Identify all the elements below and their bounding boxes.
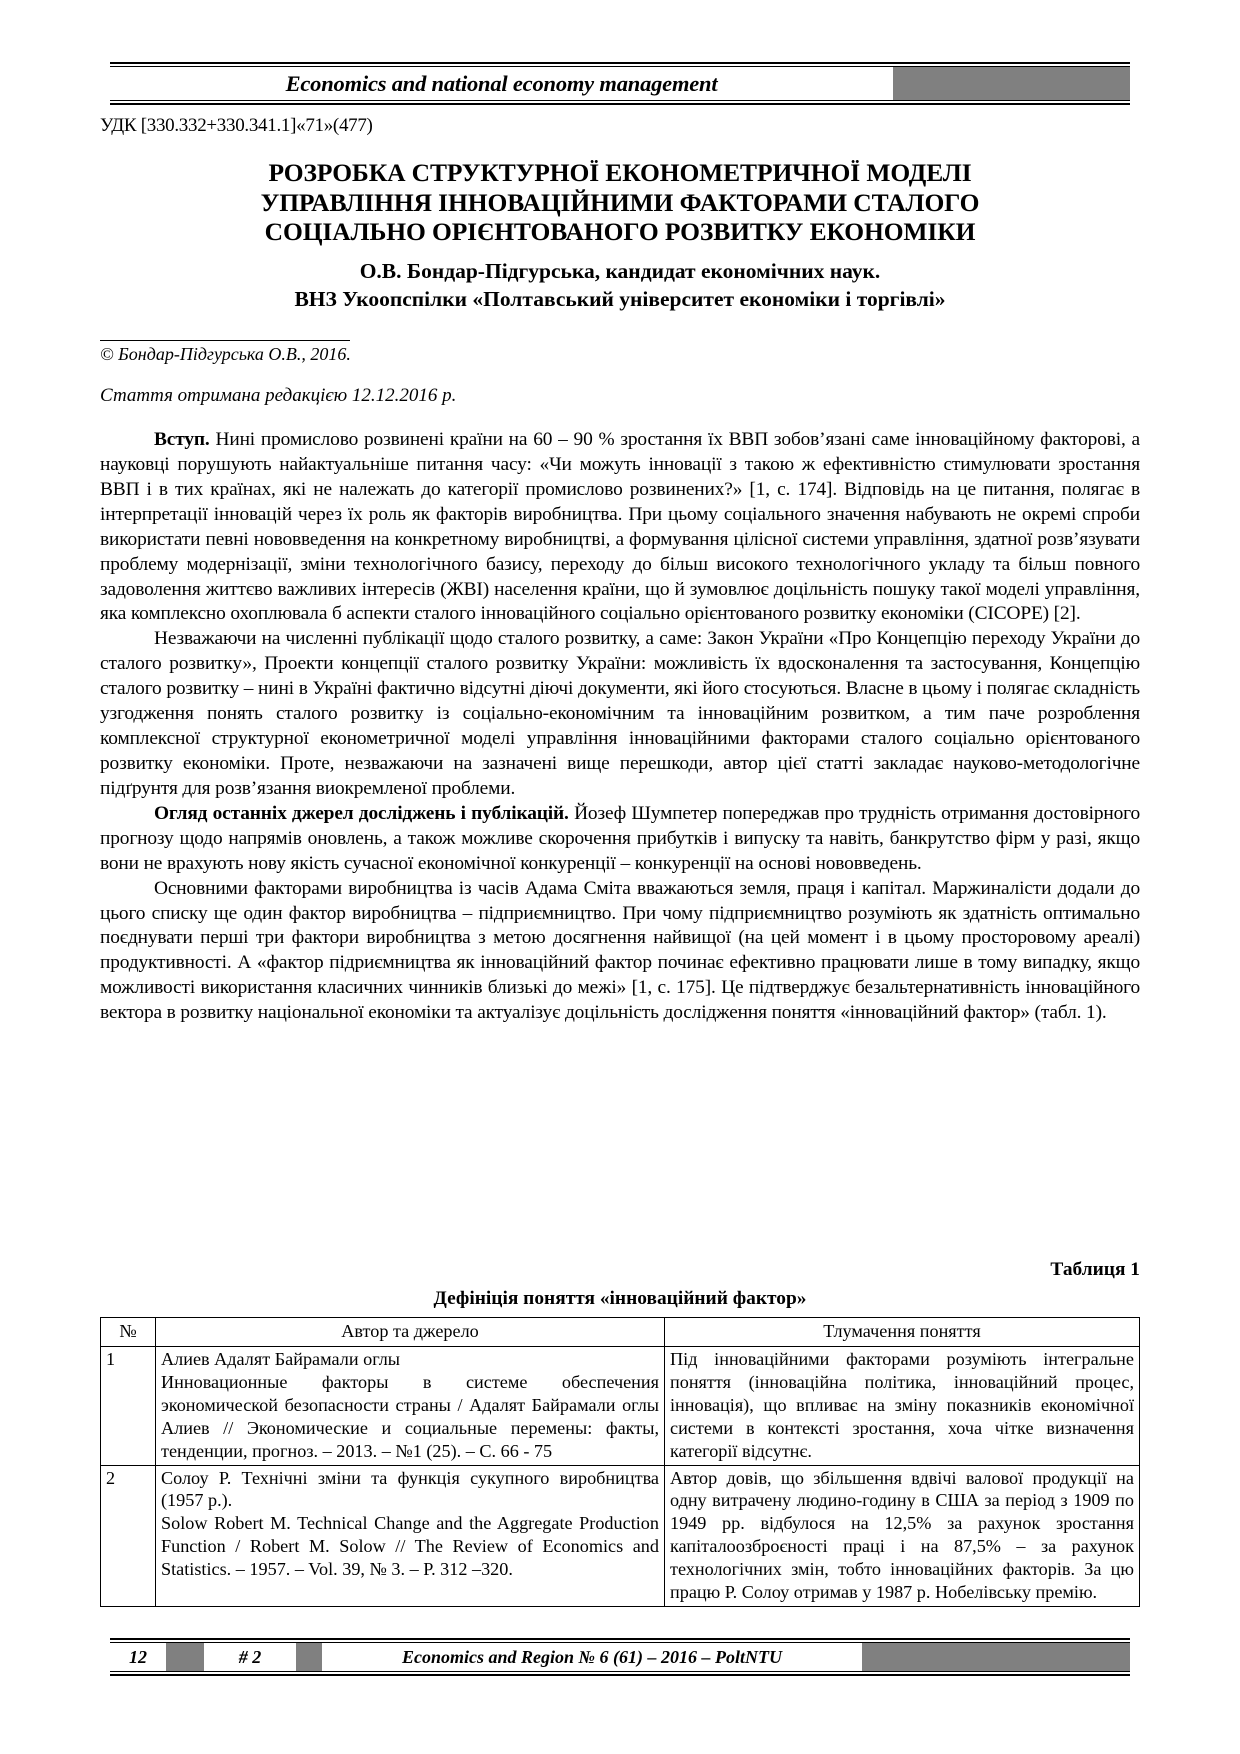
table-header-row — [101, 1318, 1140, 1347]
table-cell-source-line-1: Солоу Р. Технічні зміни та функція сукупного виробництва (1957 р.). — [161, 1467, 659, 1511]
udc-code: УДК [330.332+330.341.1]«71»(477) — [100, 115, 373, 136]
article-title-line-3: СОЦІАЛЬНО ОРІЄНТОВАНОГО РОЗВИТКУ ЕКОНОМІКИ — [264, 217, 976, 247]
running-header-title: Economics and national economy management — [285, 70, 718, 96]
table-cell-no: 2 — [101, 1465, 156, 1607]
table-header-definition: Тлумачення поняття — [665, 1318, 1140, 1347]
definitions-table — [100, 1317, 1140, 1607]
received-date: Стаття отримана редакцією 12.12.2016 р. — [100, 385, 457, 406]
table-header-source: Автор та джерело — [156, 1318, 665, 1347]
paragraph-introduction-text: Нині промислово розвинені країни на 60 – 90 % зростання їх ВВП зобов’язані саме інноваційному факторові, а науковці порушують найактуальніше питання часу: «Чи можуть інновації з такою ж ефективністю стимулювати зростання ВВП і в тих країнах, які не належать до категорії промислово розвинених?» [1, с. 174]. Відповідь на це питання, полягає в інтерпретації інновацій через їх роль як факторів виробництва. При цьому соціального значення набувають не окремі спроби використати певні нововведення на конкретному виробництві, а формування цілісної системи управління, здатної розв’язувати проблему модернізації, зміни технологічного базису, переходу до більш високого технологічного укладу та більш повного задоволення життєво важливих інтересів (ЖВІ) населення країни, що й зумовлює доцільність пошуку такої моделі управління, яка комплексно охоплювала б аспекти сталого інноваційного соціально орієнтованого розвитку економіки (СІСОРЕ) [2]. — [100, 429, 1140, 625]
running-header — [110, 62, 1130, 105]
author-affiliation: ВНЗ Укоопспілки «Полтавський університет економіки і торгівлі» — [294, 286, 946, 311]
footer-grey-block-2 — [296, 1643, 322, 1671]
table-caption: Дефініція поняття «інноваційний фактор» — [433, 1288, 807, 1309]
article-title — [110, 158, 1130, 247]
paragraph-lead-oglyad: Огляд останніх джерел досліджень і публікацій. — [154, 802, 569, 824]
footer-bar — [110, 1643, 1130, 1671]
header-bottom-rule — [110, 100, 1130, 105]
table-cell-source-line-2: Solow Robert M. Technical Change and the Aggregate Production Function / Robert M. Solow // The Review of Economics and Statistics. – 1957. – Vol. 39, № 3. – Р. 312 –320. — [161, 1513, 659, 1580]
paragraph-literature-review-text: Йозеф Шумпетер попереджав про трудність отримання достовірного прогнозу щодо напрямів оновлень, а також можливе скорочення прибутків і випуску та навіть, банкрутство фірм у разі, якщо вони не врахують нову якість сучасної економічної конкуренції – конкуренції на основі нововведень. — [100, 802, 1140, 874]
footer-journal-title: Economics and Region № 6 (61) – 2016 – PoltNTU — [402, 1646, 782, 1667]
author-block — [110, 258, 1130, 314]
header-bar — [110, 67, 1130, 100]
footer-page-number: 12 — [129, 1646, 147, 1667]
table-cell-source — [156, 1465, 665, 1607]
author-name: О.В. Бондар-Підгурська, кандидат економічних наук. — [359, 259, 881, 283]
footer-grey-block-3 — [862, 1643, 1130, 1671]
table-cell-source — [156, 1346, 665, 1465]
page-footer — [110, 1638, 1130, 1676]
paragraph-introduction — [100, 428, 1140, 627]
article-body — [100, 428, 1140, 1026]
copyright-notice: © Бондар-Підгурська О.В., 2016. — [100, 344, 351, 364]
table-cell-definition: Автор довів, що збільшення вдвічі валової продукції на одну витрачену людино-годину в США за період з 1909 по 1949 рр. відбулося на 12,5% за рахунок зростання капіталоозброєності праці і на 87,5% – за рахунок технологічних змін, тобто інноваційних факторів. За цю працю Р. Солоу отримав у 1987 р. Нобелівську премію. — [665, 1465, 1140, 1607]
paragraph-lead-vstup: Вступ. — [154, 429, 210, 450]
table-header-no: № — [101, 1318, 156, 1347]
table-cell-source-line-2: Инновационные факторы в системе обеспечения экономической безопасности страны / Адалят Байрамали оглы Алиев // Экономические и социальные перемены: факты, тенденции, прогноз. – 2013. – №1 (25). – С. 66 - 75 — [161, 1371, 659, 1461]
footer-bottom-rule — [110, 1671, 1130, 1676]
paragraph-production-factors: Основними факторами виробництва із часів Адама Сміта вважаються земля, праця і капітал. Маржиналісти додали до цього списку ще один фактор виробництва – підприємництво. При чому підприємництво розуміють як здатність оптимально поєднувати перші три фактори виробництва з метою досягнення найвищої (на цей момент і в цьому просторовому ареалі) продуктивності. А «фактор підриємництва як інноваційний фактор починає ефективно працювати лише в тому випадку, якщо можливості використання класичних чинників близькі до межі» [1, с. 175]. Це підтверджує безальтернативність інноваційного вектора в розвитку національної економіки та актуалізує доцільність дослідження поняття «інноваційний фактор» (табл. 1). — [100, 877, 1140, 1024]
table-cell-no: 1 — [101, 1346, 156, 1465]
paragraph-sustainable-development: Незважаючи на численні публікації щодо сталого розвитку, а саме: Закон України «Про Концепцію переходу України до сталого розвитку», Проекти концепції сталого розвитку України: можливість їх вдосконалення та застосування, Концепцію сталого розвитку – нині в Україні фактично відсутні діючі документи, які його стосуються. Власне в цьому і полягає складність узгодження понять сталого розвитку із соціально-економічним та інноваційним розвитком, а тим паче розроблення комплексної структурної економетричної моделі управління інноваційними факторами сталого соціально орієнтованого розвитку економіки. Проте, незважаючи на зазначені вище перешкоди, автор цієї статті закладає науково-методологічне підґрунтя для розв’язання виокремленої проблеми. — [100, 628, 1140, 799]
article-title-line-2: УПРАВЛІННЯ ІННОВАЦІЙНИМИ ФАКТОРАМИ СТАЛОГО — [260, 187, 980, 217]
table-cell-definition: Під інноваційними факторами розуміють інтегральне поняття (інноваційна політика, інноваційний процес, інновація), що впливає на зміну показників економічної системи в контексті зростання, хоча чітке визначення категорії відсутнє. — [665, 1346, 1140, 1465]
article-title-line-1: РОЗРОБКА СТРУКТУРНОЇ ЕКОНОМЕТРИЧНОЇ МОДЕЛІ — [268, 158, 972, 187]
footer-grey-block-1 — [166, 1643, 204, 1671]
table-row — [101, 1346, 1140, 1465]
table-cell-source-line-1: Алиев Адалят Байрамали оглы — [161, 1348, 401, 1369]
footnote-separator-rule — [100, 340, 350, 341]
paragraph-literature-review — [100, 802, 1140, 877]
footer-issue-label: # 2 — [238, 1646, 262, 1667]
header-grey-block — [893, 67, 1130, 100]
table-number-label: Таблиця 1 — [1050, 1259, 1140, 1280]
table-row — [101, 1465, 1140, 1607]
